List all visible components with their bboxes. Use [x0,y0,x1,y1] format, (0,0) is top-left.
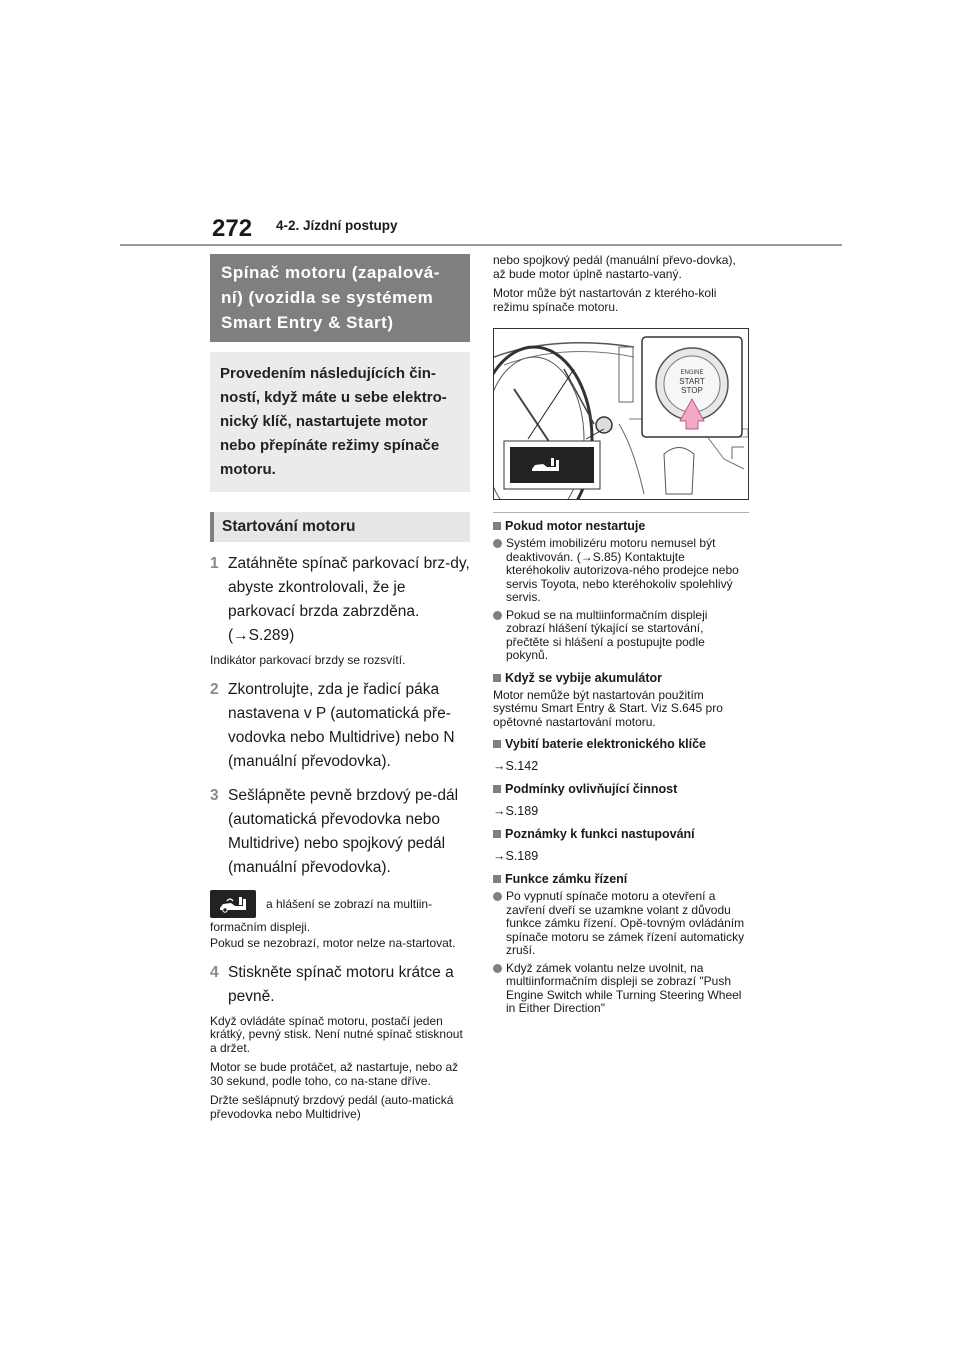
step-number: 3 [210,786,219,804]
note: Držte sešlápnutý brzdový pedál (auto-matická převodovka nebo Multidrive) [210,1093,454,1121]
header-rule [120,244,842,246]
bullet-text: Systém imobilizéru motoru nemusel být deaktivován. (→S.85) Kontaktujte kteréhokoliv autorizova-ného prodejce nebo servis Toyota, nebo kteréhokoliv spolehlivý servis. [506,536,739,604]
step-text: Zatáhněte spínač parkovací brz-dy, abyste zkontrolovali, že je parkovací brzda zabrzděna. (→S.289) [228,555,470,644]
indicator-text: a hlášení se zobrazí na multiin- [266,896,433,911]
page-reference: →S.189 [493,849,539,863]
topic-heading: Spínač motoru (zapalová-ní) (vozidla se systémem Smart Entry & Start) [210,254,470,342]
bullet-icon [493,611,502,620]
paragraph: Motor může být nastartován z kterého-koli režimu spínače motoru. [493,286,717,314]
step-4 [210,961,470,1009]
engine-switch-illustration [493,328,749,500]
bullet-text: Po vypnutí spínače motoru a otevření a zavření dveří se uzamkne volant z důvodu funkce zámku řízení. Opě-tovným ovládáním spínače motoru se zámek řízení automaticky zruší. [506,889,745,957]
note: Motor se bude protáčet, až nastartuje, nebo až 30 sekund, podle toho, co na-stane dříve. [210,1060,459,1088]
intro-box: Provedením následujících čin-ností, když máte u sebe elektro-nický klíč, nastartujete motor nebo přepínáte režimy spínače motoru. [210,352,470,492]
paragraph: Motor nemůže být nastartován použitím systému Smart Entry & Start. Viz S.645 pro opětovné nastartování motoru. [493,687,723,729]
bullet-item [493,962,749,1016]
divider [493,512,749,513]
bullet-item [493,537,749,605]
info-heading-text: Podmínky ovlivňující činnost [505,782,678,796]
square-marker-icon [493,785,501,793]
bullet-text: Pokud se na multiinformačním displeji zobrazí hlášení týkající se startování, přečtěte si hlášení a postupujte podle pokynů. [506,607,708,662]
bullet-icon [493,964,502,973]
left-column [210,254,470,1121]
bullet-text: Když zámek volantu nelze uvolnit, na multiinformačním displeji se zobrazí "Push Engine Switch while Turning Steering Wheel in Either Direction" [506,960,742,1015]
note: formačním displeji. [210,919,311,934]
step-text: Zkontrolujte, zda je řadicí páka nastavena v P (automatická pře-vodovka nebo Multidrive) nebo N (manuální převodovka). [228,680,455,770]
step-text: Stiskněte spínač motoru krátce a pevně. [228,963,454,1005]
bullet-item [493,609,749,663]
square-marker-icon [493,875,501,883]
square-marker-icon [493,674,501,682]
info-heading-text: Když se vybije akumulátor [505,670,663,685]
square-marker-icon [493,522,501,530]
button-label: START [679,377,705,386]
info-heading [493,519,749,533]
page-number: 272 [212,215,253,242]
paragraph: nebo spojkový pedál (manuální převo-dovka), až bude motor úplně nastarto-vaný. [493,253,736,281]
note: Pokud se nezobrazí, motor nelze na-startovat. [210,936,456,950]
indicator-line [210,890,470,918]
info-heading-text: Vybití baterie elektronického klíče [505,737,707,751]
step-number: 2 [210,680,219,698]
step-text: Sešlápněte pevně brzdový pe-dál (automatická převodovka nebo Multidrive) nebo spojkový pedál (manuální převodovka). [228,786,459,876]
info-heading-text: Pokud motor nestartuje [505,519,646,533]
brake-hold-indicator-icon [210,890,256,918]
info-heading [493,737,749,751]
step-number: 1 [210,555,219,572]
bullet-item [493,890,749,958]
section-title: 4-2. Jízdní postupy [276,218,398,233]
right-column [493,254,749,1016]
info-heading [493,827,749,841]
bullet-icon [493,892,502,901]
button-label: ENGINE [680,370,704,376]
subsection-heading: Startování motoru [210,512,470,542]
page-reference: →S.189 [493,804,539,818]
step-number: 4 [210,963,219,981]
step-1 [210,552,470,648]
info-heading [493,872,749,886]
square-marker-icon [493,740,501,748]
step-2 [210,678,470,774]
bullet-icon [493,539,502,548]
dashboard-drawing [494,329,748,499]
step-3 [210,784,470,880]
note: Když ovládáte spínač motoru, postačí jeden krátký, pevný stisk. Není nutné spínač stisknout a držet. [210,1013,463,1055]
square-marker-icon [493,830,501,838]
button-label: STOP [681,386,703,395]
info-heading-text: Funkce zámku řízení [505,872,628,886]
page-reference: →S.142 [493,759,539,773]
note: Indikátor parkovací brzdy se rozsvítí. [210,653,406,667]
info-heading-text: Poznámky k funkci nastupování [505,827,695,841]
info-heading [493,671,749,685]
info-heading [493,782,749,796]
